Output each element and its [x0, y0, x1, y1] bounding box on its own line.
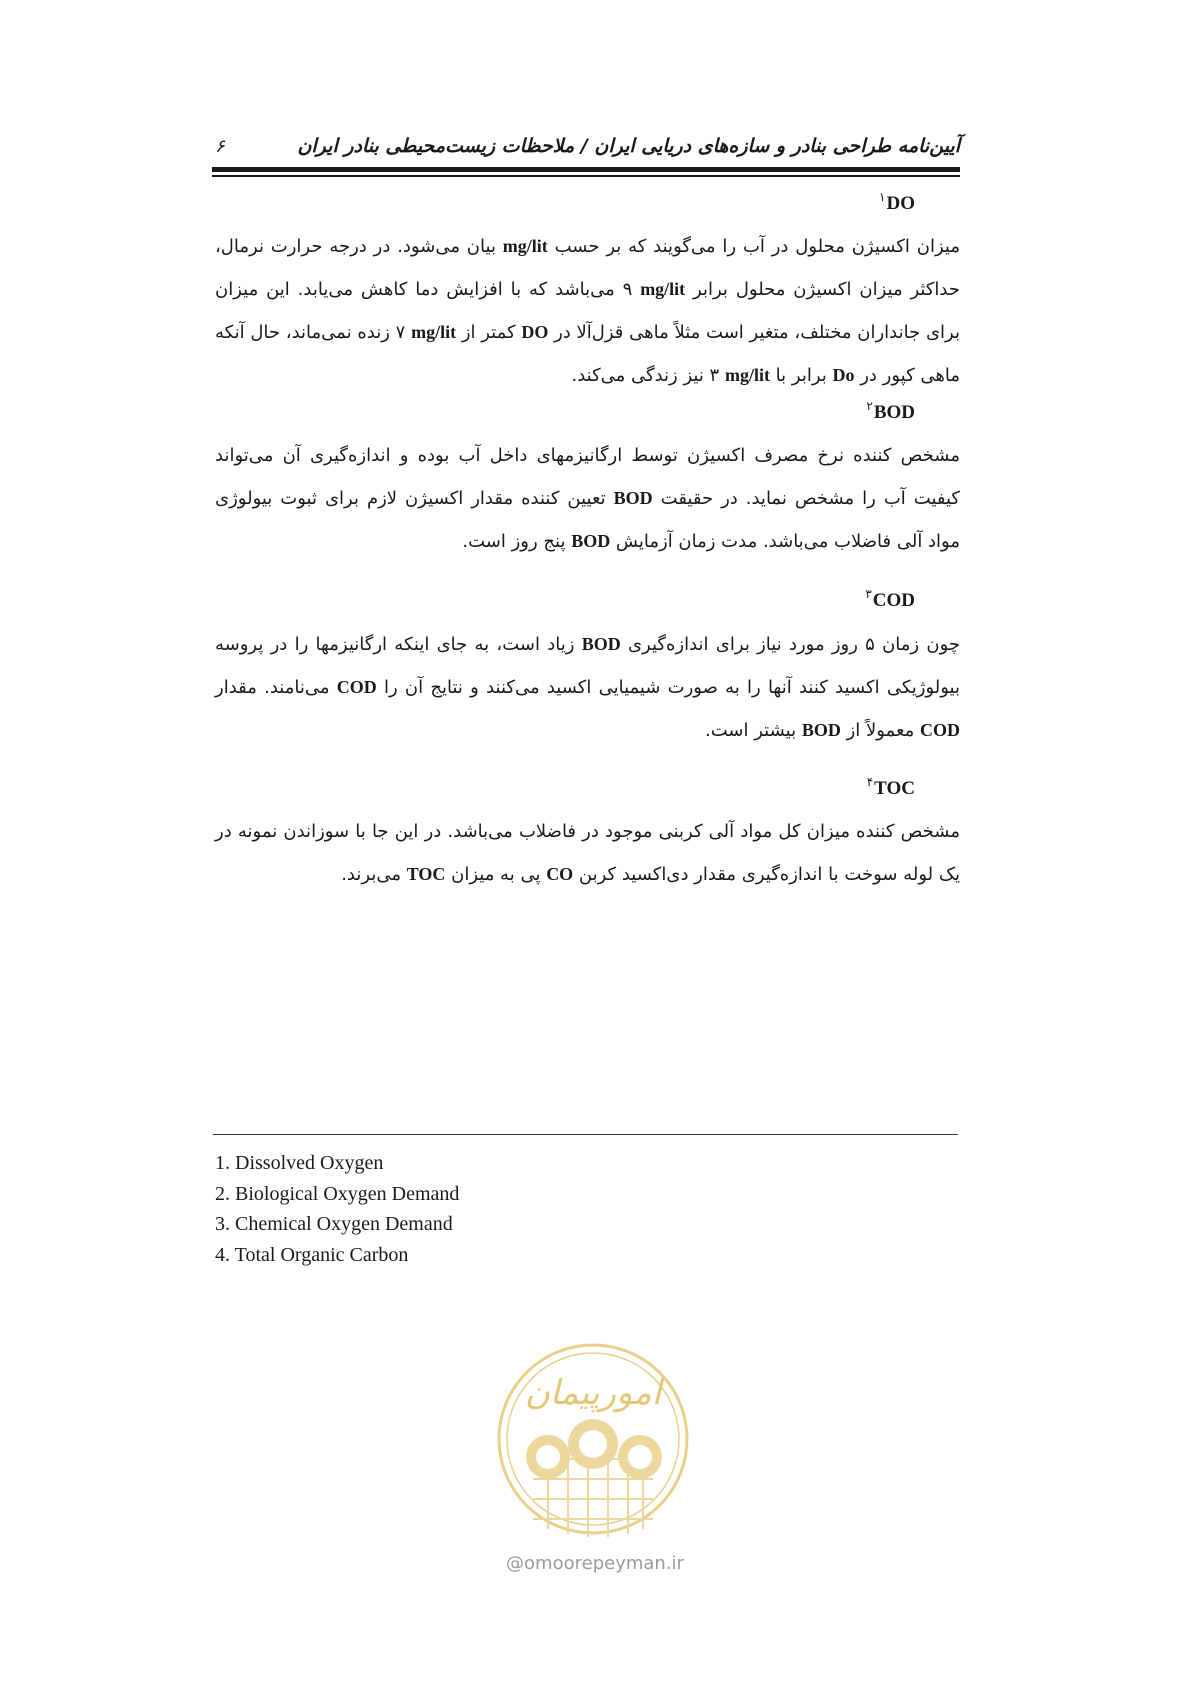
paragraph-bod	[215, 435, 960, 563]
header-rule-thick	[212, 167, 960, 172]
paragraph-text: مشخص کننده نرخ مصرف اکسیژن توسط ارگانیزمهای داخل آب بوده و اندازه‌گیری آن می‌تواند کیفیت آب را مشخص نماید. در حقیقت	[215, 445, 960, 509]
heading-cod-footnote-mark: ۳	[865, 587, 872, 601]
inline-term: COD	[920, 720, 960, 740]
inline-term: mg/lit	[640, 279, 686, 299]
paragraph-text: می‌برند.	[341, 864, 407, 885]
paragraph-text: می‌نامند. مقدار	[215, 677, 337, 698]
paragraph-text: پنج روز است.	[462, 531, 572, 552]
footnote-4: 4. Total Organic Carbon	[215, 1243, 409, 1266]
footnotes	[215, 1148, 459, 1270]
paragraph-do	[215, 225, 960, 397]
inline-term: Do	[832, 365, 855, 385]
inline-term: mg/lit	[411, 322, 457, 342]
paragraph-toc	[215, 811, 960, 896]
inline-term: TOC	[406, 864, 446, 884]
paragraph-text: کمتر از	[456, 322, 522, 343]
page-number: ۶	[215, 135, 225, 157]
watermark-seal-icon	[493, 1339, 693, 1539]
heading-toc: $^۴$TOC	[866, 775, 915, 799]
paragraph-text: تعیین کننده مقدار اکسیژن لازم برای ثبوت بیولوژی مواد آلی فاضلاب می‌باشد. مدت زمان آزمایش	[215, 488, 960, 552]
paragraph-text: ۷ زنده نمی‌ماند، حال آنکه ماهی کپور در	[215, 322, 960, 386]
heading-bod-footnote-mark: ۲	[866, 399, 873, 413]
inline-term: CO	[546, 864, 574, 884]
paragraph-text: زیاد است، به جای اینکه ارگانیزمها را در پروسه بیولوژیکی اکسید کنند آنها را به صورت شیمیایی اکسید می‌کنند و نتایج آن را	[215, 634, 960, 698]
inline-term: BOD	[571, 531, 611, 551]
heading-do-footnote-mark: ۱	[879, 190, 886, 204]
paragraph-text: بیان می‌شود. در درجه حرارت نرمال، حداکثر میزان اکسیژن محلول برابر	[215, 236, 960, 300]
paragraph-text: مشخص کننده میزان کل مواد آلی کربنی موجود در فاضلاب می‌باشد. در این جا با سوزاندن نمونه در یک لوله سوخت با اندازه‌گیری مقدار دی‌اکسید کربن	[215, 821, 960, 885]
paragraph-text: بیشتر است.	[705, 720, 802, 741]
inline-term: mg/lit	[502, 236, 548, 256]
inline-term: COD	[336, 677, 377, 697]
inline-term: BOD	[801, 720, 841, 740]
inline-term: mg/lit	[724, 365, 770, 385]
heading-bod: $^۲$BOD	[866, 399, 915, 423]
running-title: آیین‌نامه طراحی بنادر و سازه‌های دریایی ایران / ملاحظات زیست‌محیطی بنادر ایران	[297, 135, 960, 157]
paragraph-text: میزان اکسیژن محلول در آب را می‌گویند که بر حسب	[547, 236, 960, 257]
footnote-1: 1. Dissolved Oxygen	[215, 1152, 384, 1174]
header-rule-thin	[212, 175, 960, 177]
footnote-3: 3. Chemical Oxygen Demand	[215, 1213, 453, 1235]
watermark-logo-text: امورپیمان	[524, 1373, 662, 1413]
inline-term: DO	[521, 322, 549, 342]
inline-term: BOD	[581, 634, 621, 654]
inline-term: BOD	[613, 488, 653, 508]
paragraph-text: چون زمان ۵ روز مورد نیاز برای اندازه‌گیری	[620, 634, 961, 655]
paragraph-text: پی به میزان	[445, 864, 547, 885]
paragraph-cod	[215, 623, 960, 752]
page-header	[215, 128, 960, 164]
heading-do: $^۱$DO	[879, 190, 915, 214]
footnote-rule	[213, 1134, 958, 1135]
heading-toc-footnote-mark: ۴	[866, 775, 874, 789]
heading-cod: $^۳$COD	[865, 587, 915, 611]
watermark-url: @omoorepeyman.ir	[506, 1553, 684, 1574]
paragraph-text: معمولاً از	[840, 720, 920, 741]
footnote-2: 2. Biological Oxygen Demand	[215, 1182, 460, 1205]
paragraph-text: ۳ نیز زندگی می‌کند.	[571, 365, 725, 386]
paragraph-text: ۹ می‌باشد که با افزایش دما کاهش می‌یابد. این میزان برای جانداران مختلف، متغیر است مثلاً ماهی قزل‌آلا در	[215, 279, 960, 343]
paragraph-text: برابر با	[769, 365, 833, 386]
